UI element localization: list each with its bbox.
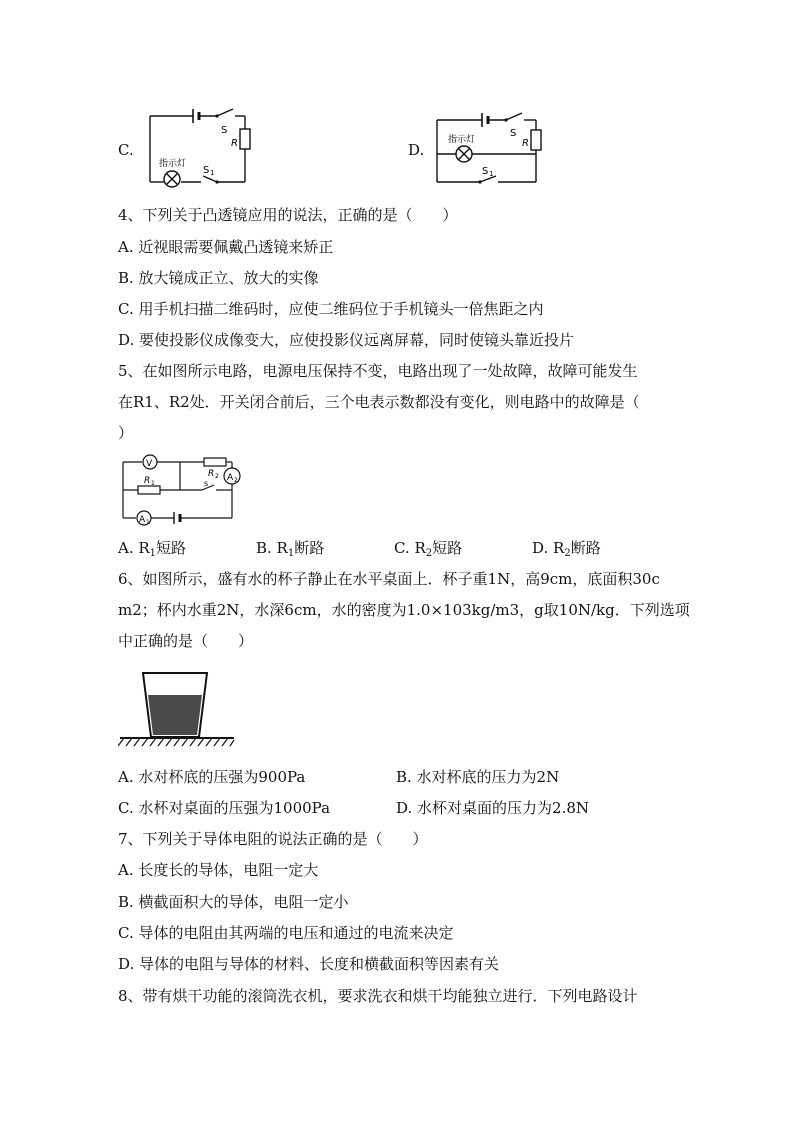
q4-option-c: C. 用手机扫描二维码时，应使二维码位于手机镜头一倍焦距之内 <box>118 300 544 318</box>
q6-option-a: A. 水对杯底的压强为900Pa <box>118 768 306 786</box>
ammeter-a1-label: A <box>139 515 146 525</box>
svg-text:指示灯: 指示灯 <box>448 135 476 145</box>
q5-stem-line1: 5、在如图所示电路，电源电压保持不变，电路出现了一处故障，故障可能发生 <box>118 362 638 380</box>
q5-stem-line2: 在R1、R2处．开关闭合前后，三个电表示数都没有变化，则电路中的故障是（ <box>118 393 640 411</box>
resistor-r-label: R <box>231 138 238 149</box>
resistor-r2-label: R <box>208 469 215 479</box>
q4-stem: 4、下列关于凸透镜应用的说法，正确的是（ ） <box>118 206 458 224</box>
svg-text:R: R <box>522 138 529 149</box>
svg-text:1: 1 <box>489 170 494 178</box>
q7-option-a: A. 长度长的导体，电阻一定大 <box>118 861 319 879</box>
q8-stem: 8、带有烘干功能的滚筒洗衣机，要求洗衣和烘干均能独立进行．下列电路设计 <box>118 987 638 1005</box>
switch-s1-label: S <box>203 165 210 176</box>
option-c-label: C. <box>118 141 134 159</box>
ammeter-a2-label: A <box>227 473 234 483</box>
q4-option-a: A. 近视眼需要佩戴凸透镜来矫正 <box>118 238 334 256</box>
q4-option-d: D. 要使投影仪成像变大，应使投影仪远离屏幕，同时使镜头靠近投片 <box>118 331 575 349</box>
q5-stem-line3: ） <box>118 424 134 442</box>
q5-option-a: A. $R_1$短路 <box>118 539 187 559</box>
q7-option-d: D. 导体的电阻与导体的材料、长度和横截面积等因素有关 <box>118 955 500 973</box>
q5-option-c: C. $R_2$短路 <box>394 539 463 559</box>
svg-text:1: 1 <box>146 519 150 526</box>
q5-option-b: B. $R_1$断路 <box>256 539 325 559</box>
q6-option-b: B. 水对杯底的压力为2N <box>396 768 560 786</box>
svg-text:S: S <box>510 128 517 139</box>
q5-option-d: D. $R_2$断路 <box>532 539 601 559</box>
q6-stem-line2: m2；杯内水重2N，水深6cm，水的密度为1.0×103kg/m3，g取10N/kg．下列选项 <box>118 601 690 619</box>
svg-text:1: 1 <box>151 480 155 487</box>
option-d-label: D. <box>408 141 425 159</box>
q6-stem-line1: 6、如图所示，盛有水的杯子静止在水平桌面上．杯子重1N，高9cm，底面积30c <box>118 570 660 588</box>
switch-label: s <box>204 479 209 488</box>
q7-option-c: C. 导体的电阻由其两端的电压和通过的电流来决定 <box>118 924 454 942</box>
svg-text:2: 2 <box>234 477 238 484</box>
circuit-figure-d <box>432 110 547 188</box>
q4-option-b: B. 放大镜成正立、放大的实像 <box>118 269 319 287</box>
voltmeter-label: V <box>146 459 153 469</box>
resistor-r1-label: R <box>144 476 151 486</box>
q7-option-b: B. 横截面积大的导体，电阻一定小 <box>118 893 349 911</box>
q6-option-c: C. 水杯对桌面的压强为1000Pa <box>118 799 331 817</box>
water-cup-figure <box>118 665 236 750</box>
q7-stem: 7、下列关于导体电阻的说法正确的是（ ） <box>118 830 428 848</box>
circuit-figure-c <box>145 104 265 190</box>
lamp-label: 指示灯 <box>159 159 187 169</box>
svg-text:S: S <box>482 166 489 177</box>
q6-option-d: D. 水杯对桌面的压力为2.8N <box>396 799 590 817</box>
svg-text:1: 1 <box>210 169 215 177</box>
q6-stem-line3: 中正确的是（ ） <box>118 632 254 650</box>
svg-text:2: 2 <box>215 473 219 480</box>
circuit-figure-q5 <box>118 452 244 530</box>
switch-s-label: S <box>221 125 228 136</box>
